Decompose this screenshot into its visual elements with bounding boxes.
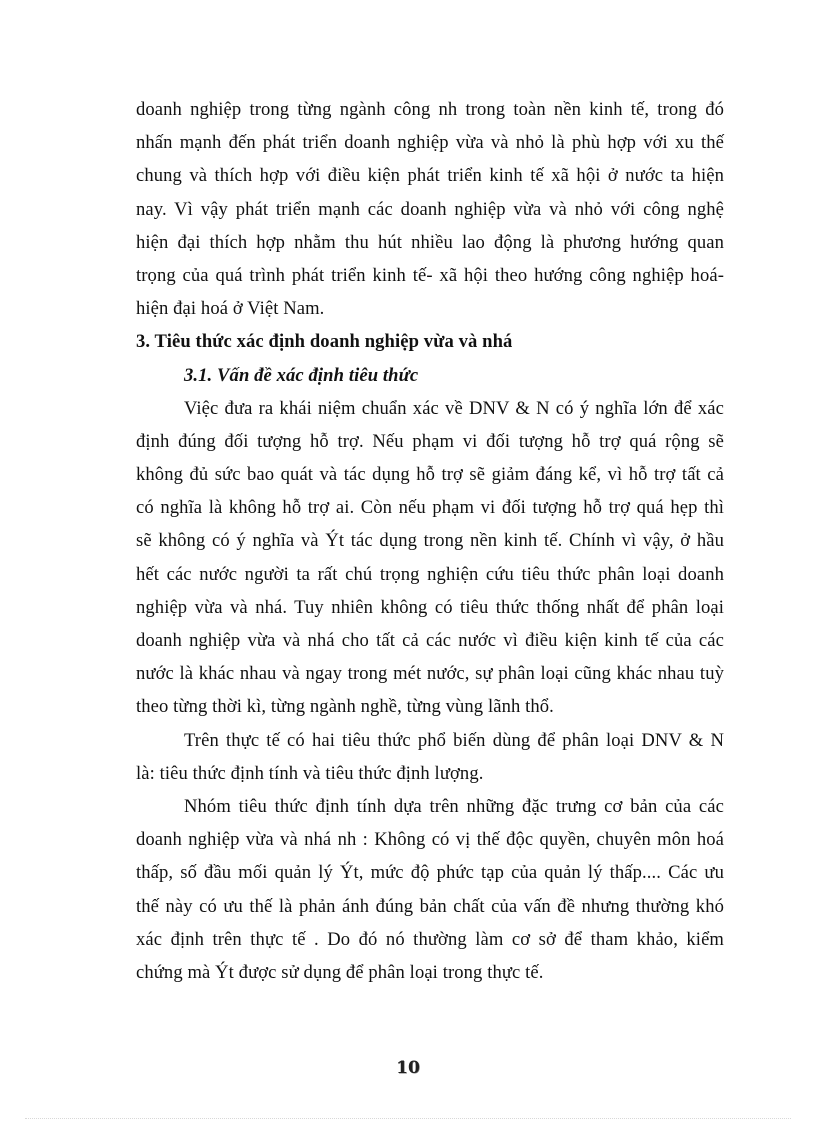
body-line: theo từng thời kì, từng ngành nghề, từng vùng lãnh thổ. bbox=[136, 696, 554, 718]
paragraph-first-line: Việc đưa ra khái niệm chuẩn xác về DNV & N có ý nghĩa lớn để xác bbox=[184, 397, 724, 419]
body-line: thế này có ưu thế là phản ánh đúng bản chất của vấn đề nhưng thường khó bbox=[136, 895, 724, 917]
body-line: là: tiêu thức định tính và tiêu thức định lượng. bbox=[136, 762, 484, 784]
body-line: doanh nghiệp vừa và nhá cho tất cả các nước vì điều kiện kinh tế của các bbox=[136, 630, 724, 651]
page-body bbox=[136, 93, 724, 989]
page-bottom-divider bbox=[25, 1118, 791, 1119]
paragraph-first-line: Nhóm tiêu thức định tính dựa trên những đặc trưng cơ bản của các bbox=[184, 795, 724, 817]
body-line: xác định trên thực tế . Do đó nó thường làm cơ sở để tham khảo, kiểm bbox=[136, 928, 724, 950]
page-number: 10 bbox=[396, 1058, 420, 1078]
body-line: hiện đại thích hợp nhằm thu hút nhiều lao động là phương hướng quan bbox=[136, 231, 724, 253]
body-line: doanh nghiệp vừa và nhá nh : Không có vị thế độc quyền, chuyên môn hoá bbox=[136, 829, 724, 851]
body-line: nhấn mạnh đến phát triển doanh nghiệp vừa và nhỏ là phù hợp với xu thế bbox=[136, 132, 724, 154]
body-line: nghiệp vừa và nhá. Tuy nhiên không có tiêu thức thống nhất để phân loại bbox=[136, 596, 724, 618]
section-heading: 3. Tiêu thức xác định doanh nghiệp vừa và nhá bbox=[136, 331, 513, 353]
body-line: nay. Vì vậy phát triển mạnh các doanh nghiệp vừa và nhỏ với công nghệ bbox=[136, 198, 724, 220]
body-line: hết các nước người ta rất chú trọng nghiện cứu tiêu thức phân loại doanh bbox=[136, 563, 724, 585]
body-line: chứng mà Ýt được sử dụng để phân loại trong thực tế. bbox=[136, 961, 544, 983]
paragraph-first-line: Trên thực tế có hai tiêu thức phổ biến dùng để phân loại DNV & N bbox=[184, 729, 724, 751]
body-line: doanh nghiệp trong từng ngành công nh trong toàn nền kinh tế, trong đó bbox=[136, 99, 724, 120]
body-line: sẽ không có ý nghĩa và Ýt tác dụng trong nền kinh tế. Chính vì vậy, ở hầu bbox=[136, 530, 724, 552]
body-line: định đúng đối tượng hỗ trợ. Nếu phạm vi đối tượng hỗ trợ quá rộng sẽ bbox=[136, 430, 724, 452]
body-line: chung và thích hợp với điều kiện phát triển kinh tế xã hội ở nước ta hiện bbox=[136, 165, 724, 187]
body-line: không đủ sức bao quát và tác dụng hỗ trợ sẽ giảm đáng kể, vì hỗ trợ tất cả bbox=[136, 464, 724, 486]
body-line: hiện đại hoá ở Việt Nam. bbox=[136, 298, 325, 320]
subsection-heading: 3.1. Vấn đề xác định tiêu thức bbox=[184, 364, 419, 386]
body-line: có nghĩa là không hỗ trợ ai. Còn nếu phạm vi đối tượng hỗ trợ quá hẹp thì bbox=[136, 497, 724, 519]
body-line: trọng của quá trình phát triển kinh tế- xã hội theo hướng công nghiệp hoá- bbox=[136, 264, 724, 286]
body-line: thấp, số đầu mối quản lý Ýt, mức độ phức tạp của quản lý thấp.... Các ưu bbox=[136, 862, 724, 884]
body-line: nước là khác nhau và ngay trong mét nước, sự phân loại cũng khác nhau tuỳ bbox=[136, 663, 724, 685]
